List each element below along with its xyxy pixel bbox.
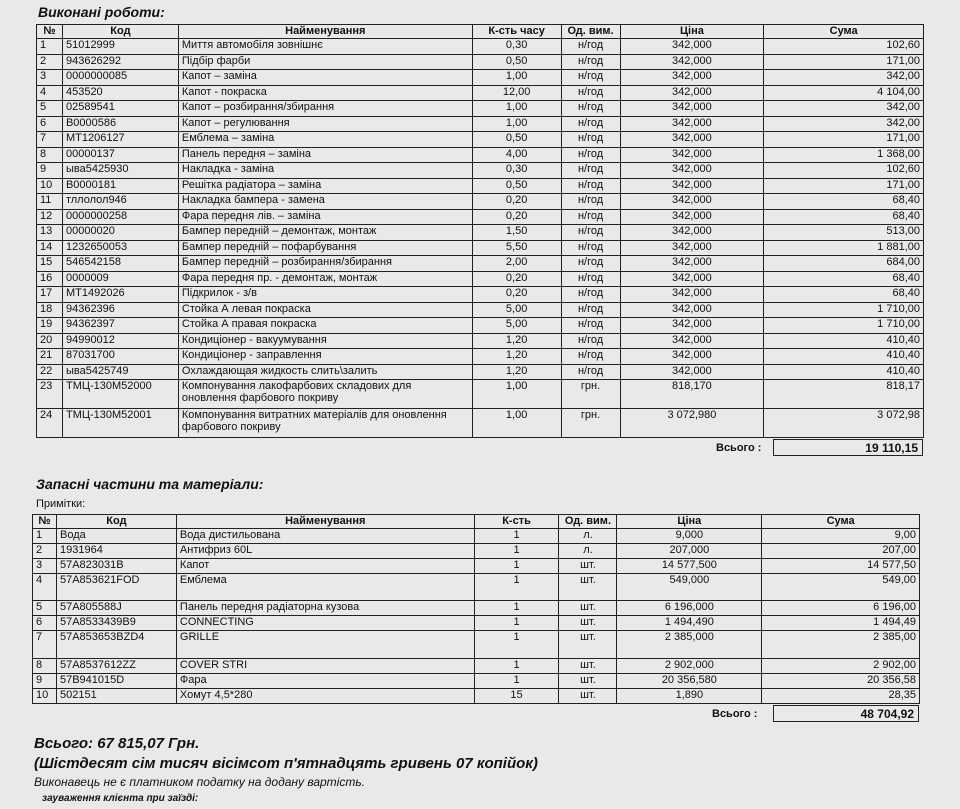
cell-sum: 68,40 xyxy=(764,271,924,287)
cell-qty: 5,00 xyxy=(472,302,561,318)
cell-unit: н/год xyxy=(561,54,620,70)
table-row xyxy=(33,574,920,601)
cell-price: 342,000 xyxy=(620,256,764,272)
cell-qty: 0,20 xyxy=(472,194,561,210)
table-row xyxy=(37,147,924,163)
cell-qty: 1,20 xyxy=(472,333,561,349)
table-row xyxy=(33,631,920,659)
cell-unit: шт. xyxy=(559,559,617,574)
cell-qty: 1 xyxy=(474,659,559,674)
cell-num: 10 xyxy=(37,178,63,194)
cell-code: ыва5425749 xyxy=(62,364,178,380)
cell-code: MT1492026 xyxy=(62,287,178,303)
cell-name: COVER STRI xyxy=(176,659,474,674)
cell-code: 51012999 xyxy=(62,39,178,55)
cell-sum: 410,40 xyxy=(764,333,924,349)
cell-price: 207,000 xyxy=(617,544,762,559)
table-row xyxy=(37,178,924,194)
header-name: Найменування xyxy=(178,25,472,39)
header-sum: Сума xyxy=(762,515,920,529)
cell-qty: 1 xyxy=(474,616,559,631)
cell-price: 2 902,000 xyxy=(617,659,762,674)
cell-qty: 1,20 xyxy=(472,349,561,365)
cell-code: 57A853621FOD xyxy=(56,574,176,601)
cell-price: 342,000 xyxy=(620,364,764,380)
client-note: зауваження клієнта при заїзді: xyxy=(42,793,199,804)
cell-unit: н/год xyxy=(561,163,620,179)
cell-name: Решітка радіатора – заміна xyxy=(178,178,472,194)
cell-price: 14 577,500 xyxy=(617,559,762,574)
header-num: № xyxy=(37,25,63,39)
cell-sum: 1 368,00 xyxy=(764,147,924,163)
cell-code: 57A8533439B9 xyxy=(56,616,176,631)
cell-name: Накладка - заміна xyxy=(178,163,472,179)
cell-price: 342,000 xyxy=(620,178,764,194)
cell-sum: 68,40 xyxy=(764,194,924,210)
cell-sum: 6 196,00 xyxy=(762,601,920,616)
cell-qty: 1,00 xyxy=(472,116,561,132)
cell-code: 02589541 xyxy=(62,101,178,117)
cell-sum: 2 385,00 xyxy=(762,631,920,659)
table-row xyxy=(37,240,924,256)
cell-num: 18 xyxy=(37,302,63,318)
cell-name: Капот – регулювання xyxy=(178,116,472,132)
table-row xyxy=(33,601,920,616)
cell-code: 57A823031B xyxy=(56,559,176,574)
cell-unit: шт. xyxy=(559,689,617,704)
cell-price: 342,000 xyxy=(620,147,764,163)
cell-num: 24 xyxy=(37,409,63,438)
cell-unit: н/год xyxy=(561,302,620,318)
cell-sum: 684,00 xyxy=(764,256,924,272)
table-row xyxy=(33,529,920,544)
cell-name: Кондиціонер - заправлення xyxy=(178,349,472,365)
cell-unit: н/год xyxy=(561,349,620,365)
cell-code: 57A8537612ZZ xyxy=(56,659,176,674)
cell-qty: 1 xyxy=(474,631,559,659)
cell-price: 342,000 xyxy=(620,54,764,70)
cell-num: 20 xyxy=(37,333,63,349)
cell-price: 1 494,490 xyxy=(617,616,762,631)
header-price: Ціна xyxy=(617,515,762,529)
cell-sum: 410,40 xyxy=(764,349,924,365)
cell-qty: 0,50 xyxy=(472,54,561,70)
cell-sum: 2 902,00 xyxy=(762,659,920,674)
cell-unit: л. xyxy=(559,529,617,544)
cell-sum: 410,40 xyxy=(764,364,924,380)
cell-qty: 1 xyxy=(474,574,559,601)
cell-code: MT1206127 xyxy=(62,132,178,148)
works-title: Виконані роботи: xyxy=(38,4,165,20)
cell-name: Стойка А правая покраска xyxy=(178,318,472,334)
cell-name: Бампер передній – демонтаж, монтаж xyxy=(178,225,472,241)
cell-unit: л. xyxy=(559,544,617,559)
table-row xyxy=(37,194,924,210)
table-row xyxy=(37,70,924,86)
cell-num: 7 xyxy=(37,132,63,148)
table-row xyxy=(37,132,924,148)
cell-price: 342,000 xyxy=(620,101,764,117)
cell-unit: шт. xyxy=(559,601,617,616)
cell-price: 9,000 xyxy=(617,529,762,544)
cell-qty: 1 xyxy=(474,529,559,544)
header-num: № xyxy=(33,515,57,529)
cell-num: 7 xyxy=(33,631,57,659)
cell-name: Підкрилок - з/в xyxy=(178,287,472,303)
cell-name: Емблема xyxy=(176,574,474,601)
cell-unit: шт. xyxy=(559,674,617,689)
cell-price: 342,000 xyxy=(620,271,764,287)
table-row xyxy=(33,659,920,674)
cell-code: ТМЦ-130М52000 xyxy=(62,380,178,409)
cell-price: 342,000 xyxy=(620,349,764,365)
cell-qty: 1,00 xyxy=(472,70,561,86)
parts-title: Запасні частини та матеріали: xyxy=(36,476,264,492)
cell-sum: 102,60 xyxy=(764,163,924,179)
header-qty: К-сть xyxy=(474,515,559,529)
cell-sum: 1 881,00 xyxy=(764,240,924,256)
table-row xyxy=(37,54,924,70)
table-row xyxy=(37,271,924,287)
cell-sum: 4 104,00 xyxy=(764,85,924,101)
cell-qty: 1 xyxy=(474,601,559,616)
works-table xyxy=(36,24,924,438)
cell-sum: 14 577,50 xyxy=(762,559,920,574)
header-name: Найменування xyxy=(176,515,474,529)
cell-unit: н/год xyxy=(561,194,620,210)
cell-qty: 1,20 xyxy=(472,364,561,380)
total-in-words: (Шістдесят сім тисяч вісімсот п'ятнадцять гривень 07 копійок) xyxy=(34,755,538,772)
cell-price: 342,000 xyxy=(620,70,764,86)
cell-price: 342,000 xyxy=(620,132,764,148)
table-row xyxy=(37,163,924,179)
table-row xyxy=(37,318,924,334)
cell-code: 0000000258 xyxy=(62,209,178,225)
cell-code: 57A853653BZD4 xyxy=(56,631,176,659)
cell-code: 94362396 xyxy=(62,302,178,318)
cell-num: 4 xyxy=(33,574,57,601)
cell-qty: 0,30 xyxy=(472,163,561,179)
cell-num: 19 xyxy=(37,318,63,334)
cell-num: 12 xyxy=(37,209,63,225)
cell-name: Антифриз 60L xyxy=(176,544,474,559)
cell-sum: 207,00 xyxy=(762,544,920,559)
cell-unit: грн. xyxy=(561,380,620,409)
cell-unit: н/год xyxy=(561,209,620,225)
cell-num: 4 xyxy=(37,85,63,101)
cell-name: Підбір фарби xyxy=(178,54,472,70)
table-row xyxy=(33,616,920,631)
cell-unit: шт. xyxy=(559,631,617,659)
cell-name: Фара передня пр. - демонтаж, монтаж xyxy=(178,271,472,287)
cell-name: Панель передня радіаторна кузова xyxy=(176,601,474,616)
cell-qty: 1 xyxy=(474,544,559,559)
header-code: Код xyxy=(56,515,176,529)
cell-num: 6 xyxy=(33,616,57,631)
cell-price: 549,000 xyxy=(617,574,762,601)
cell-price: 342,000 xyxy=(620,209,764,225)
cell-sum: 549,00 xyxy=(762,574,920,601)
cell-qty: 0,50 xyxy=(472,178,561,194)
cell-unit: н/год xyxy=(561,240,620,256)
table-row xyxy=(37,302,924,318)
remarks-label: Примітки: xyxy=(36,498,86,510)
cell-qty: 0,50 xyxy=(472,132,561,148)
cell-name: Бампер передній – розбирання/збирання xyxy=(178,256,472,272)
cell-unit: н/год xyxy=(561,85,620,101)
header-unit: Од. вим. xyxy=(559,515,617,529)
cell-name: Компонування лакофарбових складових для оновлення фарбового покриву xyxy=(178,380,472,409)
cell-num: 23 xyxy=(37,380,63,409)
cell-num: 14 xyxy=(37,240,63,256)
cell-qty: 4,00 xyxy=(472,147,561,163)
cell-name: Капот – заміна xyxy=(178,70,472,86)
cell-num: 16 xyxy=(37,271,63,287)
cell-name: Хомут 4,5*280 xyxy=(176,689,474,704)
cell-name: Кондиціонер - вакуумування xyxy=(178,333,472,349)
cell-num: 10 xyxy=(33,689,57,704)
cell-num: 9 xyxy=(37,163,63,179)
cell-num: 17 xyxy=(37,287,63,303)
cell-price: 2 385,000 xyxy=(617,631,762,659)
cell-price: 342,000 xyxy=(620,39,764,55)
cell-sum: 20 356,58 xyxy=(762,674,920,689)
cell-num: 6 xyxy=(37,116,63,132)
cell-unit: н/год xyxy=(561,116,620,132)
cell-sum: 1 710,00 xyxy=(764,318,924,334)
cell-num: 5 xyxy=(33,601,57,616)
cell-num: 2 xyxy=(33,544,57,559)
cell-code: B0000181 xyxy=(62,178,178,194)
header-qty: К-сть часу xyxy=(472,25,561,39)
cell-num: 22 xyxy=(37,364,63,380)
cell-num: 13 xyxy=(37,225,63,241)
cell-name: Капот – розбирання/збирання xyxy=(178,101,472,117)
cell-unit: н/год xyxy=(561,256,620,272)
cell-price: 342,000 xyxy=(620,240,764,256)
cell-price: 1,890 xyxy=(617,689,762,704)
cell-num: 3 xyxy=(33,559,57,574)
table-row xyxy=(37,409,924,438)
cell-num: 3 xyxy=(37,70,63,86)
cell-unit: н/год xyxy=(561,364,620,380)
cell-price: 342,000 xyxy=(620,287,764,303)
table-row xyxy=(37,256,924,272)
cell-sum: 342,00 xyxy=(764,101,924,117)
cell-unit: шт. xyxy=(559,659,617,674)
cell-qty: 12,00 xyxy=(472,85,561,101)
header-price: Ціна xyxy=(620,25,764,39)
cell-qty: 1,00 xyxy=(472,409,561,438)
cell-code: 57B941015D xyxy=(56,674,176,689)
cell-name: Фара передня лів. – заміна xyxy=(178,209,472,225)
table-row xyxy=(33,544,920,559)
cell-name: Фара xyxy=(176,674,474,689)
cell-unit: н/год xyxy=(561,101,620,117)
cell-code: 502151 xyxy=(56,689,176,704)
cell-qty: 1,00 xyxy=(472,101,561,117)
cell-price: 342,000 xyxy=(620,302,764,318)
cell-unit: шт. xyxy=(559,616,617,631)
cell-code: 94362397 xyxy=(62,318,178,334)
cell-price: 342,000 xyxy=(620,116,764,132)
cell-name: Стойка А левая покраска xyxy=(178,302,472,318)
table-row xyxy=(37,209,924,225)
table-row xyxy=(37,101,924,117)
table-row xyxy=(37,287,924,303)
cell-num: 9 xyxy=(33,674,57,689)
cell-num: 1 xyxy=(37,39,63,55)
cell-qty: 5,50 xyxy=(472,240,561,256)
cell-sum: 171,00 xyxy=(764,54,924,70)
cell-unit: н/год xyxy=(561,132,620,148)
cell-code: 00000020 xyxy=(62,225,178,241)
cell-price: 818,170 xyxy=(620,380,764,409)
cell-sum: 342,00 xyxy=(764,70,924,86)
cell-price: 342,000 xyxy=(620,194,764,210)
cell-sum: 818,17 xyxy=(764,380,924,409)
cell-price: 3 072,980 xyxy=(620,409,764,438)
cell-qty: 15 xyxy=(474,689,559,704)
header-code: Код xyxy=(62,25,178,39)
table-row xyxy=(37,85,924,101)
cell-price: 342,000 xyxy=(620,85,764,101)
cell-code: 0000009 xyxy=(62,271,178,287)
cell-unit: грн. xyxy=(561,409,620,438)
cell-name: Компонування витратних матеріалів для оновлення фарбового покриву xyxy=(178,409,472,438)
cell-code: 453520 xyxy=(62,85,178,101)
cell-name: Миття автомобіля зовнішнє xyxy=(178,39,472,55)
cell-code: 00000137 xyxy=(62,147,178,163)
cell-num: 5 xyxy=(37,101,63,117)
cell-unit: н/год xyxy=(561,318,620,334)
table-row xyxy=(37,380,924,409)
table-row xyxy=(33,559,920,574)
cell-code: 943626292 xyxy=(62,54,178,70)
cell-unit: н/год xyxy=(561,287,620,303)
cell-unit: н/год xyxy=(561,271,620,287)
cell-sum: 513,00 xyxy=(764,225,924,241)
cell-unit: н/год xyxy=(561,147,620,163)
cell-name: Накладка бампера - замена xyxy=(178,194,472,210)
cell-qty: 0,20 xyxy=(472,209,561,225)
cell-price: 342,000 xyxy=(620,163,764,179)
cell-num: 11 xyxy=(37,194,63,210)
cell-name: Капот - покраска xyxy=(178,85,472,101)
cell-num: 8 xyxy=(37,147,63,163)
cell-num: 2 xyxy=(37,54,63,70)
table-row xyxy=(37,349,924,365)
cell-unit: н/год xyxy=(561,225,620,241)
cell-sum: 68,40 xyxy=(764,209,924,225)
cell-num: 21 xyxy=(37,349,63,365)
cell-unit: н/год xyxy=(561,39,620,55)
cell-qty: 1,00 xyxy=(472,380,561,409)
works-total-label: Всього : xyxy=(716,442,762,454)
cell-name: Вода дистильована xyxy=(176,529,474,544)
parts-total-value: 48 704,92 xyxy=(773,705,919,722)
cell-qty: 1,50 xyxy=(472,225,561,241)
parts-table xyxy=(32,514,920,704)
cell-qty: 2,00 xyxy=(472,256,561,272)
cell-qty: 1 xyxy=(474,559,559,574)
cell-code: B0000586 xyxy=(62,116,178,132)
cell-price: 20 356,580 xyxy=(617,674,762,689)
cell-sum: 1 710,00 xyxy=(764,302,924,318)
cell-sum: 171,00 xyxy=(764,178,924,194)
table-row xyxy=(37,39,924,55)
cell-name: CONNECTING xyxy=(176,616,474,631)
cell-name: GRILLE xyxy=(176,631,474,659)
cell-sum: 28,35 xyxy=(762,689,920,704)
table-row xyxy=(37,364,924,380)
cell-sum: 1 494,49 xyxy=(762,616,920,631)
cell-name: Бампер передній – пофарбування xyxy=(178,240,472,256)
works-total-value: 19 110,15 xyxy=(773,439,923,456)
cell-sum: 171,00 xyxy=(764,132,924,148)
cell-price: 342,000 xyxy=(620,225,764,241)
vat-note: Виконавець не є платником податку на додану вартість. xyxy=(34,775,365,789)
cell-price: 342,000 xyxy=(620,318,764,334)
cell-code: ТМЦ-130М52001 xyxy=(62,409,178,438)
header-sum: Сума xyxy=(764,25,924,39)
cell-unit: н/год xyxy=(561,70,620,86)
cell-name: Охлаждающая жидкость слить\залить xyxy=(178,364,472,380)
cell-sum: 102,60 xyxy=(764,39,924,55)
grand-total: Всього: 67 815,07 Грн. xyxy=(34,735,200,752)
cell-unit: шт. xyxy=(559,574,617,601)
table-row xyxy=(37,333,924,349)
table-row xyxy=(37,225,924,241)
table-row xyxy=(33,674,920,689)
cell-code: тллолол946 xyxy=(62,194,178,210)
cell-qty: 0,30 xyxy=(472,39,561,55)
table-row xyxy=(37,116,924,132)
cell-price: 6 196,000 xyxy=(617,601,762,616)
cell-code: 57A805588J xyxy=(56,601,176,616)
cell-num: 8 xyxy=(33,659,57,674)
parts-total-label: Всього : xyxy=(712,708,758,720)
cell-unit: н/год xyxy=(561,178,620,194)
cell-code: 94990012 xyxy=(62,333,178,349)
cell-code: 546542158 xyxy=(62,256,178,272)
cell-num: 15 xyxy=(37,256,63,272)
cell-code: 0000000085 xyxy=(62,70,178,86)
cell-name: Панель передня – заміна xyxy=(178,147,472,163)
cell-name: Емблема – заміна xyxy=(178,132,472,148)
table-row xyxy=(33,689,920,704)
cell-qty: 5,00 xyxy=(472,318,561,334)
cell-code: Вода xyxy=(56,529,176,544)
cell-code: 87031700 xyxy=(62,349,178,365)
cell-num: 1 xyxy=(33,529,57,544)
cell-qty: 0,20 xyxy=(472,287,561,303)
cell-sum: 342,00 xyxy=(764,116,924,132)
cell-code: 1931964 xyxy=(56,544,176,559)
cell-sum: 68,40 xyxy=(764,287,924,303)
cell-name: Капот xyxy=(176,559,474,574)
cell-qty: 1 xyxy=(474,674,559,689)
cell-sum: 3 072,98 xyxy=(764,409,924,438)
cell-code: ыва5425930 xyxy=(62,163,178,179)
cell-price: 342,000 xyxy=(620,333,764,349)
cell-sum: 9,00 xyxy=(762,529,920,544)
cell-code: 1232650053 xyxy=(62,240,178,256)
cell-unit: н/год xyxy=(561,333,620,349)
header-unit: Од. вим. xyxy=(561,25,620,39)
cell-qty: 0,20 xyxy=(472,271,561,287)
